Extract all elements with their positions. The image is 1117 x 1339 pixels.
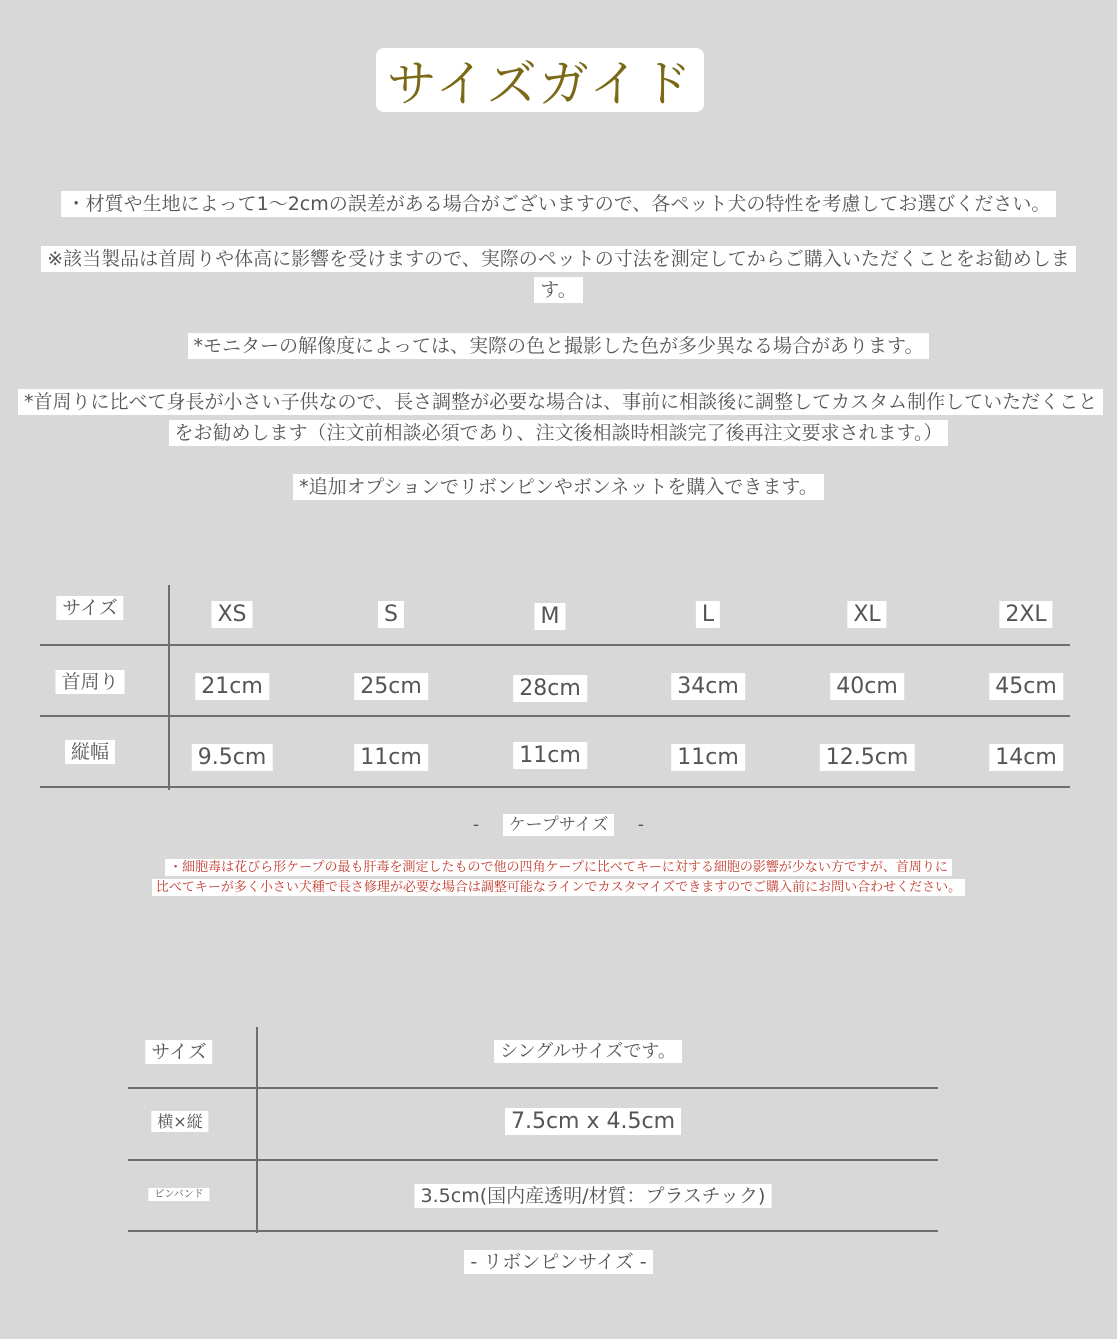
size-header: S [378, 602, 404, 627]
table-divider-vertical [256, 1027, 258, 1233]
page-title-box [376, 48, 704, 112]
ribbon-pin-size-table [128, 1027, 938, 1233]
table-divider [40, 786, 1070, 788]
note-2: ※該当製品は首周りや体高に影響を受けますので、実際のペットの寸法を測定してからご購入いただくことをお勧めします。 [30, 244, 1087, 306]
cape-notice: ・細胞毒は花びら形ケープの最も肝毒を測定したもので他の四角ケープに比べてキーに対する細胞の影響が少ない方ですが、首周りに 比べてキーが多く小さい犬種で長さ修理が必要な場合は調整可能なラインでカスタマイズできますのでご購入前にお問い合わせください。 [0, 858, 1117, 898]
table-cell: 12.5cm [820, 745, 915, 770]
cape-size-table [40, 585, 1070, 790]
row-label-size: サイズ [145, 1037, 212, 1064]
table-cell: シングルサイズです。 [494, 1037, 682, 1063]
size-header: M [535, 604, 566, 629]
table-cell: 9.5cm [192, 745, 273, 770]
row-label-length: 縦幅 [65, 737, 115, 764]
table-divider [128, 1159, 938, 1161]
table-divider [128, 1087, 938, 1089]
table-cell: 14cm [989, 745, 1063, 770]
table-divider-vertical [168, 585, 170, 790]
size-header: L [696, 602, 720, 627]
table-cell: 7.5cm x 4.5cm [505, 1109, 681, 1134]
table-divider [40, 715, 1070, 717]
table-cell: 11cm [513, 743, 587, 768]
cape-table-caption: - ケープサイズ - [473, 815, 644, 835]
table-divider [128, 1230, 938, 1232]
page-title: サイズガイド [386, 55, 694, 113]
row-label-pin-band: ピンバンド [148, 1185, 209, 1200]
table-cell: 40cm [830, 674, 904, 699]
table-cell: 11cm [671, 745, 745, 770]
table-cell: 3.5cm(国内産透明/材質：プラスチック) [415, 1181, 772, 1208]
note-5: *追加オプションでリボンピンやボンネットを購入できます。 [0, 472, 1117, 503]
table-header-label: サイズ [56, 593, 123, 620]
row-label-dimensions: 横×縦 [151, 1109, 208, 1132]
size-header: XL [847, 602, 886, 627]
note-1: ・材質や生地によって1〜2cmの誤差がある場合がございますので、各ペット犬の特性を考慮してお選びください。 [0, 189, 1117, 220]
table-cell: 45cm [989, 674, 1063, 699]
table-cell: 25cm [354, 674, 428, 699]
ribbon-table-caption: - リボンピンサイズ - [0, 1247, 1117, 1274]
table-cell: 34cm [671, 674, 745, 699]
row-label-neck: 首周り [55, 667, 124, 694]
note-4: *首周りに比べて身長が小さい子供なので、長さ調整が必要な場合は、事前に相談後に調整してカスタム制作していただくことをお勧めします（注文前相談必須であり、注文後相談時相談完了後再注文要求されます。） [18, 387, 1099, 449]
table-divider [40, 644, 1070, 646]
size-header: XS [211, 602, 252, 627]
table-cell: 21cm [195, 674, 269, 699]
note-3: *モニターの解像度によっては、実際の色と撮影した色が多少異なる場合があります。 [0, 331, 1117, 362]
table-cell: 28cm [513, 676, 587, 701]
size-header: 2XL [999, 602, 1052, 627]
table-cell: 11cm [354, 745, 428, 770]
